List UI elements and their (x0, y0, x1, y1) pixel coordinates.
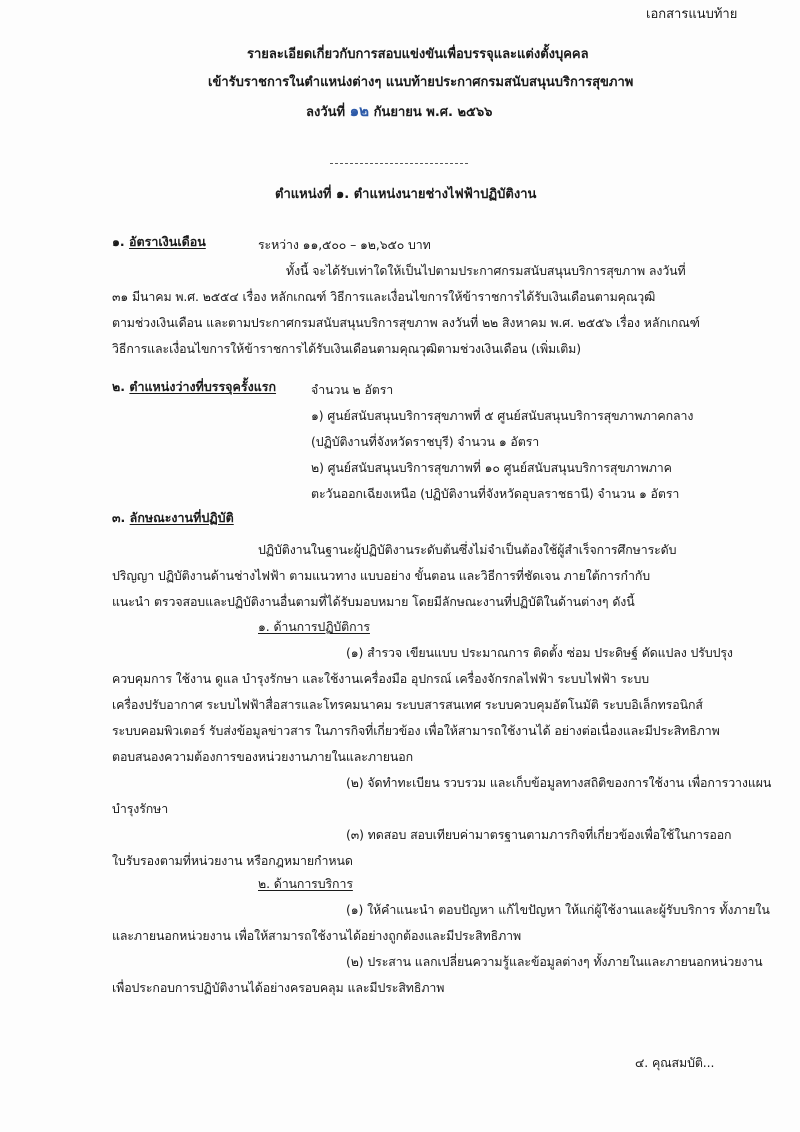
title-line-1: รายละเอียดเกี่ยวกับการสอบแข่งขันเพื่อบรรจุและแต่งตั้งบุคคล (247, 47, 589, 62)
services-subheading: ๒. ด้านการบริการ (258, 876, 353, 891)
services-line: เพื่อประกอบการปฏิบัติงานได้อย่างครอบคลุม และมีประสิทธิภาพ (112, 980, 445, 995)
section3-intro-line: แนะนำ ตรวจสอบและปฏิบัติงานอื่นตามที่ได้รับมอบหมาย โดยมีลักษณะงานที่ปฏิบัติในด้านต่างๆ ดังนี้ (112, 594, 635, 609)
section3-intro-line: ปริญญา ปฏิบัติงานด้านช่างไฟฟ้า ตามแนวทาง แบบอย่าง ขั้นตอน และวิธีการที่ชัดเจน ภายใต้การกำกับ (112, 568, 650, 583)
section3-title: ลักษณะงานที่ปฏิบัติ (129, 510, 234, 525)
services-line: (๒) ประสาน แลกเปลี่ยนความรู้และข้อมูลต่างๆ ทั้งภายในและภายนอกหน่วยงาน (346, 954, 763, 969)
vacancy-line: ๑) ศูนย์สนับสนุนบริการสุขภาพที่ ๕ ศูนย์สนับสนุนบริการสุขภาพภาคกลาง (311, 408, 694, 423)
operations-line: ระบบคอมพิวเตอร์ รับส่งข้อมูลข่าวสาร ในภารกิจที่เกี่ยวข้อง เพื่อให้สามารถใช้งานได้ อย่างต่อเนื่องและมีประสิทธิภาพ (112, 723, 720, 738)
section3-heading (112, 512, 234, 525)
continuation-note: ๔. คุณสมบัติ... (635, 1055, 715, 1070)
section3-intro-line: ปฏิบัติงานในฐานะผู้ปฏิบัติงานระดับต้นซึ่งไม่จำเป็นต้องใช้ผู้สำเร็จการศึกษาระดับ (258, 542, 677, 557)
operations-line: (๒) จัดทำทะเบียน รวบรวม และเก็บข้อมูลทางสถิติของการใช้งาน เพื่อการวางแผน (346, 775, 772, 790)
date-suffix: กันยายน พ.ศ. ๒๕๖๖ (373, 105, 493, 120)
vacancy-count: จำนวน ๒ อัตรา (311, 382, 394, 397)
section2-title: ตำแหน่งว่างที่บรรจุครั้งแรก (129, 379, 277, 394)
operations-line: (๑) สำรวจ เขียนแบบ ประมาณการ ติดตั้ง ซ่อม ประดิษฐ์ ดัดแปลง ปรับปรุง (346, 645, 733, 660)
section1-line: ทั้งนี้ จะได้รับเท่าใดให้เป็นไปตามประกาศกรมสนับสนุนบริการสุขภาพ ลงวันที่ (286, 263, 686, 278)
operations-line: เครื่องปรับอากาศ ระบบไฟฟ้าสื่อสารและโทรคมนาคม ระบบสารสนเทศ ระบบควบคุมอัตโนมัติ ระบบอิเล็กทรอนิกส์ (112, 697, 703, 712)
operations-line: ใบรับรองตามที่หน่วยงาน หรือกฎหมายกำหนด (112, 853, 353, 868)
vacancy-line: ๒) ศูนย์สนับสนุนบริการสุขภาพที่ ๑๐ ศูนย์สนับสนุนบริการสุขภาพภาค (311, 460, 672, 475)
operations-line: ตอบสนองความต้องการของหน่วยงานภายในและภายนอก (112, 749, 414, 764)
vacancy-line: ตะวันออกเฉียงเหนือ (ปฏิบัติงานที่จังหวัดอุบลราชธานี) จำนวน ๑ อัตรา (311, 486, 680, 501)
title-date (306, 104, 492, 119)
operations-line: (๓) ทดสอบ สอบเทียบค่ามาตรฐานตามภารกิจที่เกี่ยวข้องเพื่อใช้ในการออก (346, 827, 732, 842)
date-day: ๑๒ (349, 102, 370, 120)
services-line: (๑) ให้คำแนะนำ ตอบปัญหา แก้ไขปัญหา ให้แก่ผู้ใช้งานและผู้รับบริการ ทั้งภายใน (346, 902, 770, 917)
attachment-label: เอกสารแนบท้าย (646, 7, 738, 22)
position-title: ตำแหน่งที่ ๑. ตำแหน่งนายช่างไฟฟ้าปฏิบัติงาน (275, 187, 537, 202)
operations-subheading: ๑. ด้านการปฏิบัติการ (258, 619, 370, 634)
operations-line: บำรุงรักษา (112, 801, 169, 816)
services-line: และภายนอกหน่วยงาน เพื่อให้สามารถใช้งานได้อย่างถูกต้องและมีประสิทธิภาพ (112, 928, 522, 943)
section3-number: ๓. (112, 510, 126, 525)
salary-range: ระหว่าง ๑๑,๕๐๐ – ๑๒,๖๕๐ บาท (258, 237, 431, 252)
date-prefix: ลงวันที่ (306, 105, 346, 120)
title-line-2: เข้ารับราชการในตำแหน่งต่างๆ แนบท้ายประกาศกรมสนับสนุนบริการสุขภาพ (208, 75, 634, 90)
header-divider (330, 163, 468, 164)
section1-line: วิธีการและเงื่อนไขการให้ข้าราชการได้รับเงินเดือนตามคุณวุฒิตามช่วงเงินเดือน (เพิ่มเติม) (112, 341, 581, 356)
operations-line: ควบคุมการ ใช้งาน ดูแล บำรุงรักษา และใช้งานเครื่องมือ อุปกรณ์ เครื่องจักรกลไฟฟ้า ระบบไฟฟ้า ระบบ (112, 671, 650, 686)
section1-line: ๓๑ มีนาคม พ.ศ. ๒๕๕๔ เรื่อง หลักเกณฑ์ วิธีการและเงื่อนไขการให้ข้าราชการได้รับเงินเดือนตามคุณวุฒิ (112, 289, 656, 304)
section1-line: ตามช่วงเงินเดือน และตามประกาศกรมสนับสนุนบริการสุขภาพ ลงวันที่ ๒๒ สิงหาคม พ.ศ. ๒๕๕๖ เรื่อง หลักเกณฑ์ (112, 315, 700, 330)
section1-number: ๑. (112, 234, 125, 249)
section1-title: อัตราเงินเดือน (129, 234, 206, 249)
section2-heading (112, 381, 276, 394)
section1-heading (112, 236, 206, 249)
vacancy-line: (ปฏิบัติงานที่จังหวัดราชบุรี) จำนวน ๑ อัตรา (311, 434, 540, 449)
section2-number: ๒. (112, 379, 125, 394)
